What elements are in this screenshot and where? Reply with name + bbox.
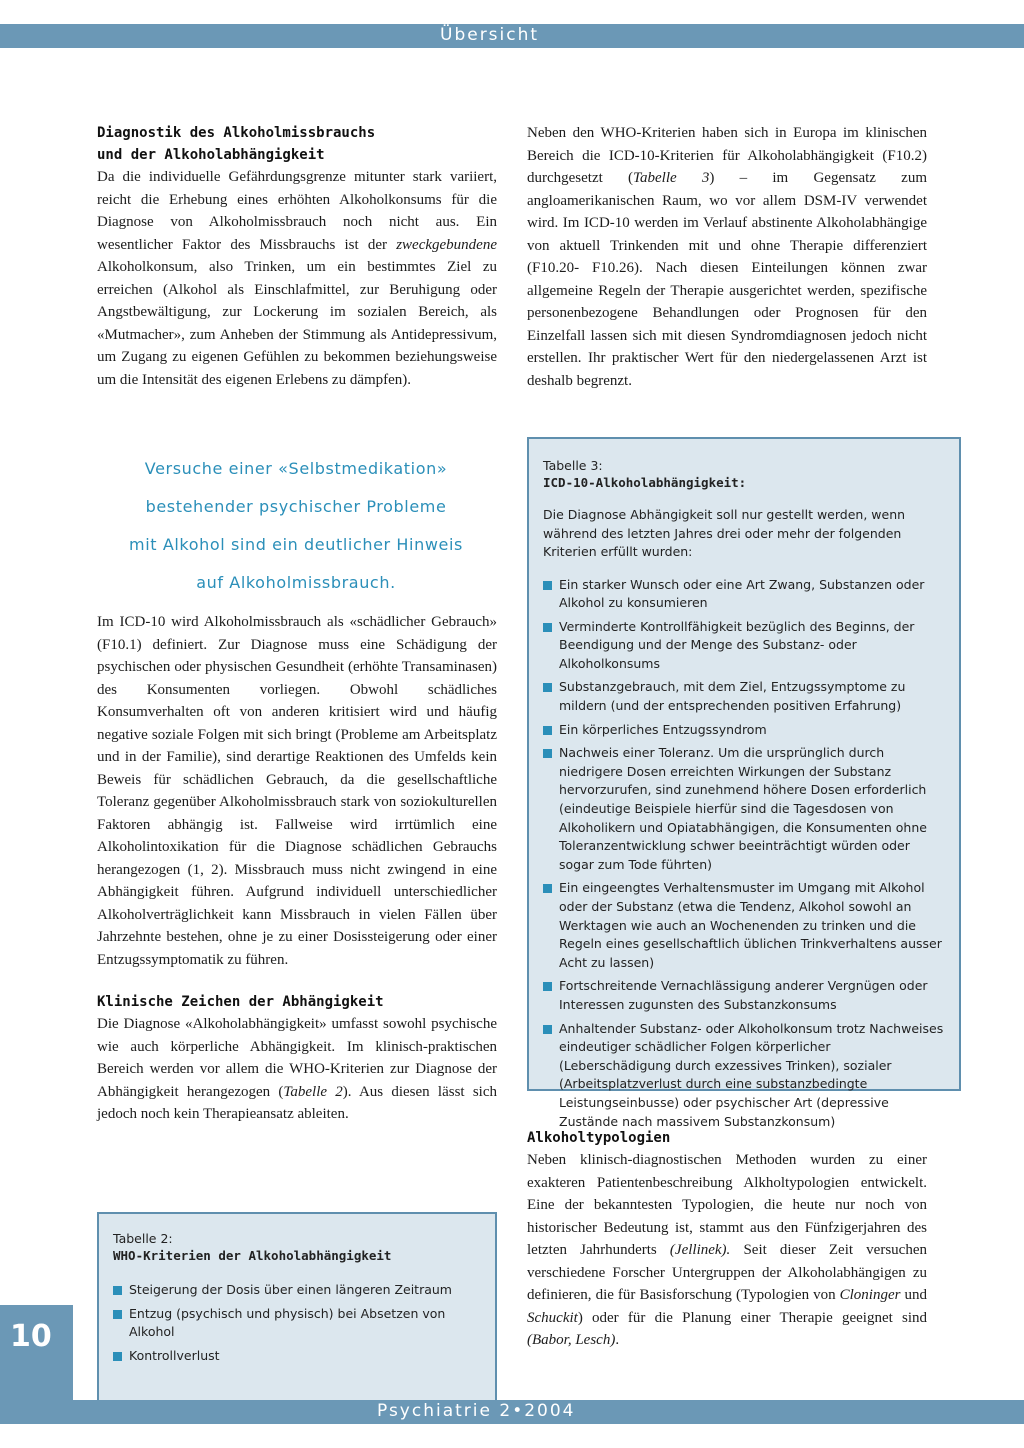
paragraph-alkoholtypologien: Neben klinisch-diagnostischen Methoden wurden zu einer exakteren Patientenbeschreibung Alkholtypologien entwickelt. Eine der bekanntesten Typologien, die heute nur noch von historischer Bedeutung ist, stammt aus den Fünfzigerjahren des letzten Jahrhunderts (Jellinek). Seit dieser Zeit versuchen verschiedene Forscher Untergruppen der Alkoholabhängigen zu definieren, die für Basisforschung (Typologien von Cloninger und Schuckit) oder für die Planung einer Therapie geeignet sind (Babor, Lesch). xyxy=(527,1152,927,1348)
bullet-square-icon xyxy=(543,982,552,991)
right-column-bottom xyxy=(527,1127,927,1352)
pull-quote xyxy=(96,450,496,602)
list-item: Ein starker Wunsch oder eine Art Zwang, Substanzen oder Alkohol zu konsumieren xyxy=(543,576,945,613)
table-2-title: WHO-Kriterien der Alkoholabhängigkeit xyxy=(113,1248,392,1263)
table-3-intro: Die Diagnose Abhängigkeit soll nur gestellt werden, wenn während des letzten Jahres drei oder mehr der folgenden Kriterien erfüllt wurden: xyxy=(543,507,906,559)
table-3-caption: Tabelle 3: xyxy=(543,458,603,473)
right-column-top xyxy=(527,122,927,392)
list-item: Substanzgebrauch, mit dem Ziel, Entzugssymptome zu mildern (und der entsprechenden positiven Erfahrung) xyxy=(543,678,945,715)
bullet-square-icon xyxy=(543,884,552,893)
table-2-box xyxy=(97,1212,497,1402)
table-2-caption: Tabelle 2: xyxy=(113,1231,173,1246)
left-column-middle xyxy=(97,611,497,1126)
list-item: Steigerung der Dosis über einen längeren Zeitraum xyxy=(113,1281,481,1300)
bullet-square-icon xyxy=(543,726,552,735)
list-item: Verminderte Kontrollfähigkeit bezüglich des Beginns, der Beendigung und der Menge des Substanz- oder Alkoholkonsums xyxy=(543,618,945,674)
table-3-title: ICD-10-Alkoholabhängigkeit: xyxy=(543,475,747,490)
bullet-square-icon xyxy=(113,1286,122,1295)
list-item: Anhaltender Substanz- oder Alkoholkonsum trotz Nachweises eindeutiger schädlicher Folgen körperlicher (Leberschädigung durch exzessives Trinken), sozialer (Arbeitsplatzverlust durch eine substanzbedingte Leistungseinbusse) oder psychischer Art (depressive Zustände nach massivem Substanzkonsum) xyxy=(543,1020,945,1132)
pull-quote-line: bestehender psychischer Probleme xyxy=(145,497,447,516)
pull-quote-line: mit Alkohol sind ein deutlicher Hinweis xyxy=(129,535,463,554)
heading-line-1: Diagnostik des Alkoholmissbrauchs xyxy=(97,125,376,141)
bullet-square-icon xyxy=(543,623,552,632)
list-item: Nachweis einer Toleranz. Um die ursprünglich durch niedrigere Dosen erreichten Wirkungen der Substanz hervorzurufen, sind zunehmend höhere Dosen erforderlich (eindeutige Beispiele hierfür sind die Tagesdosen von Alkoholikern und Opiatabhängigen, die Konsumenten ohne Toleranzentwicklung schwer beeinträchtigt würden oder sogar zum Tode führten) xyxy=(543,744,945,874)
list-item: Fortschreitende Vernachlässigung anderer Vergnügen oder Interessen zugunsten des Substanzkonsums xyxy=(543,977,945,1014)
page-number: 10 xyxy=(10,1319,52,1354)
bullet-square-icon xyxy=(543,581,552,590)
left-column-top xyxy=(97,122,497,391)
table-3-box xyxy=(527,437,961,1129)
paragraph-icd10-missbrauch: Im ICD-10 wird Alkoholmissbrauch als «schädlicher Gebrauch» (F10.1) definiert. Zur Diagnose muss eine Schädigung der psychischen oder physischen Gesundheit (erhöhte Transaminasen) des Konsumenten vorliegen. Obwohl schädliches Konsumverhalten oft von anderen kritisiert wird und häufig negative soziale Folgen mit sich bringt (Probleme am Arbeitsplatz und in der Familie), sind derartige Reaktionen des Umfelds kein Beweis für schädlichen Gebrauch, da die gesellschaftliche Toleranz gegenüber Alkoholmissbrauch stark von soziokulturellen Faktoren abhängig ist. Fallweise wird irrtümlich eine Alkoholintoxikation für die Diagnose schädlichen Gebrauchs herangezogen (1, 2). Missbrauch muss nicht zwingend in eine Abhängigkeit führen. Aufgrund individuell unterschiedlicher Alkoholverträglichkeit kann Missbrauch in vielen Fällen über Jahrzehnte bestehen, ohne je zu einer Dosissteigerung oder einer Entzugssymptomatik zu führen. xyxy=(97,614,497,968)
bullet-square-icon xyxy=(543,683,552,692)
bullet-square-icon xyxy=(113,1310,122,1319)
section-header-bar xyxy=(0,24,1024,48)
heading-alkoholtypologien: Alkoholtypologien xyxy=(527,1130,671,1146)
table-3-list xyxy=(543,576,945,1132)
bullet-square-icon xyxy=(543,1025,552,1034)
heading-diagnostik xyxy=(97,122,497,166)
pull-quote-line: Versuche einer «Selbstmedikation» xyxy=(144,459,448,478)
paragraph-icd10-kriterien: Neben den WHO-Kriterien haben sich in Europa im klinischen Bereich die ICD-10-Kriterien für Alkoholabhängigkeit (F10.2) durchgesetzt (Tabelle 3) – im Gegensatz zum angloamerikanischen Raum, wo vor allem DSM-IV verwendet wird. Im ICD-10 werden im Verlauf abstinente Alkoholabhängige von aktuell Trinkenden mit und ohne Therapie differenziert (F10.20- F10.26). Nach diesen Einteilungen können zwar allgemeine Regeln der Therapie ausgerichtet werden, spezifische personenbezogene Behandlungen oder Prognosen für den Einzelfall lassen sich mit diesen Syndromdiagnosen jedoch nicht erstellen. Ihr praktischer Wert für den niedergelassenen Arzt ist deshalb begrenzt. xyxy=(527,125,927,389)
table-2-list xyxy=(113,1281,481,1365)
bullet-square-icon xyxy=(113,1352,122,1361)
list-item: Ein körperliches Entzugssyndrom xyxy=(543,721,945,740)
heading-klinische-zeichen: Klinische Zeichen der Abhängigkeit xyxy=(97,994,384,1010)
section-title: Übersicht xyxy=(440,25,540,45)
list-item: Entzug (psychisch und physisch) bei Absetzen von Alkohol xyxy=(113,1305,481,1342)
journal-name: Psychiatrie 2•2004 xyxy=(377,1401,576,1421)
list-item: Ein eingeengtes Verhaltensmuster im Umgang mit Alkohol oder der Substanz (etwa die Tendenz, Alkohol sowohl an Werktagen wie auch an Wochenenden zu trinken und die Regeln eines gesellschaftlich üblichen Trinkverhaltens ausser Acht zu lassen) xyxy=(543,879,945,972)
page-number-block xyxy=(0,1305,73,1400)
bullet-square-icon xyxy=(543,749,552,758)
pull-quote-line: auf Alkoholmissbrauch. xyxy=(196,573,396,592)
heading-line-2: und der Alkoholabhängigkeit xyxy=(97,147,325,163)
paragraph-diagnostik: Da die individuelle Gefährdungsgrenze mitunter stark variiert, reicht die Erhebung eines erhöhten Alkoholkonsums für die Diagnose von Alkoholmissbrauch noch nicht aus. Ein wesentlicher Faktor des Missbrauchs ist der zweckgebundene Alkoholkonsum, also Trinken, um ein bestimmtes Ziel zu erreichen (Alkohol als Einschlafmittel, zur Beruhigung oder Angstbewältigung, zur Lockerung im sozialen Bereich, als «Mutmacher», zum Anheben der Stimmung als Antidepressivum, um Zugang zu eigenen Gefühlen zu bekommen beziehungsweise um die Intensität des eigenen Erlebens zu dämpfen). xyxy=(97,169,497,388)
paragraph-klinische-zeichen: Die Diagnose «Alkoholabhängigkeit» umfasst sowohl psychische wie auch körperliche Abhängigkeit. Im klinisch-praktischen Bereich werden vor allem die WHO-Kriterien zur Diagnose der Abhängigkeit herangezogen (Tabelle 2). Aus diesen lässt sich jedoch noch kein Therapieansatz ableiten. xyxy=(97,1016,497,1122)
footer-bar xyxy=(0,1400,1024,1424)
list-item: Kontrollverlust xyxy=(113,1347,481,1366)
